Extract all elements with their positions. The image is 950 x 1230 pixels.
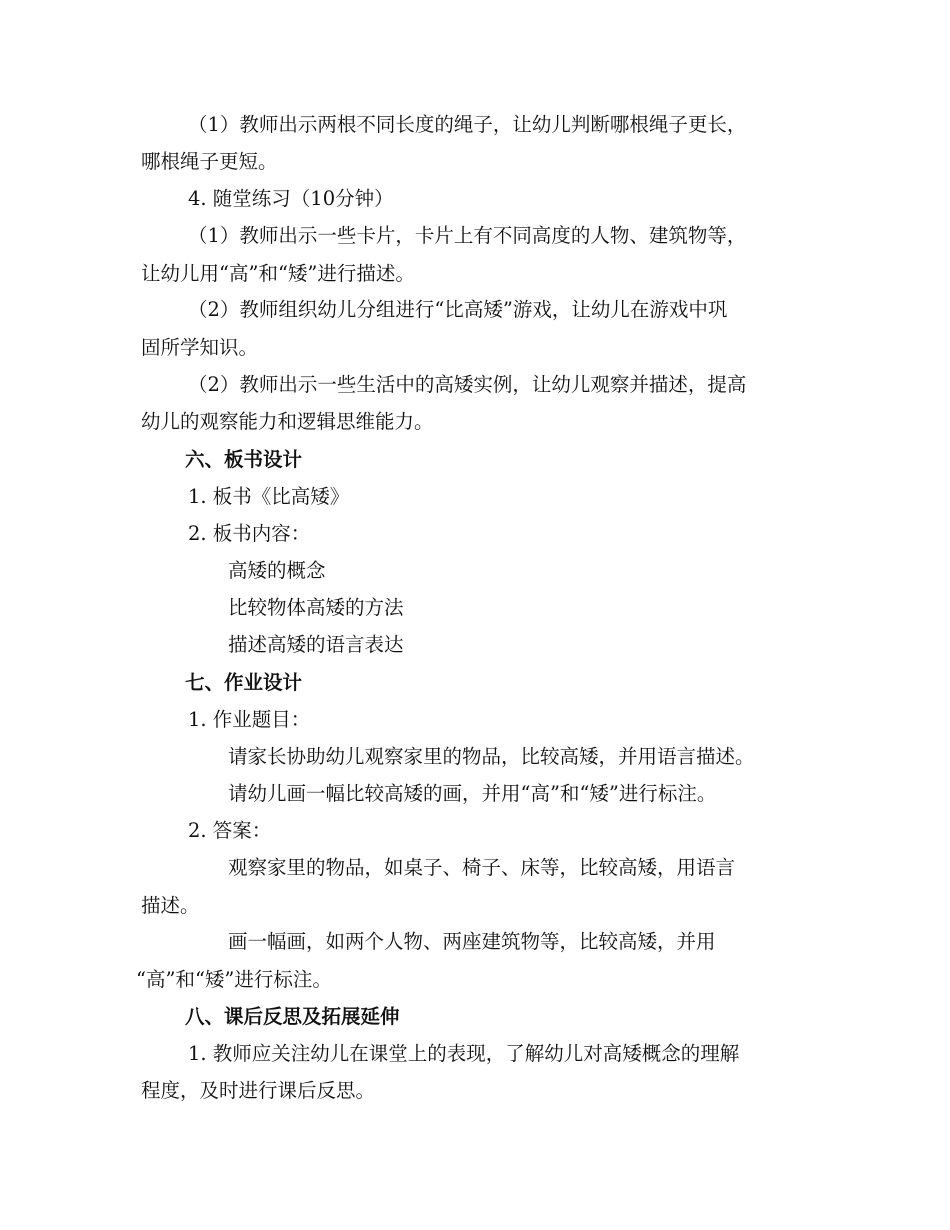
text-line: “高”和“矮”进行标注。: [136, 968, 332, 991]
text-line: （2）教师组织幼儿分组进行“比高矮”游戏，让幼儿在游戏中巩: [188, 298, 728, 321]
text-line: （2）教师出示一些生活中的高矮实例，让幼儿观察并描述，提高: [188, 373, 747, 396]
text-line: 1. 作业题目：: [188, 708, 311, 731]
text-line: 1. 板书《比高矮》: [188, 485, 350, 508]
text-line: 2. 答案：: [188, 819, 272, 842]
text-line: 观察家里的物品，如桌子、椅子、床等，比较高矮，用语言: [228, 856, 736, 879]
text-line: 让幼儿用“高”和“矮”进行描述。: [141, 262, 415, 285]
text-line: 高矮的概念: [228, 559, 326, 582]
text-line: 描述高矮的语言表达: [228, 633, 404, 656]
text-line: 请家长协助幼儿观察家里的物品，比较高矮，并用语言描述。: [228, 745, 755, 768]
text-line: 描述。: [141, 894, 200, 917]
text-line: 画一幅画，如两个人物、两座建筑物等，比较高矮，并用: [228, 930, 716, 953]
text-line: 2. 板书内容：: [188, 522, 311, 545]
text-line: 请幼儿画一幅比较高矮的画，并用“高”和“矮”进行标注。: [228, 782, 717, 805]
section-heading: 七、作业设计: [185, 671, 303, 694]
section-heading: 六、板书设计: [185, 448, 303, 471]
section-heading: 八、课后反思及拓展延伸: [185, 1005, 400, 1028]
text-line: （1）教师出示两根不同长度的绳子，让幼儿判断哪根绳子更长，: [188, 113, 747, 136]
text-line: 比较物体高矮的方法: [228, 596, 404, 619]
text-line: 固所学知识。: [141, 336, 259, 359]
text-line: 哪根绳子更短。: [141, 150, 278, 173]
text-line: 4. 随堂练习（10分钟）: [188, 187, 394, 210]
text-line: （1）教师出示一些卡片，卡片上有不同高度的人物、建筑物等，: [188, 224, 747, 247]
text-line: 程度，及时进行课后反思。: [141, 1079, 376, 1102]
text-line: 1. 教师应关注幼儿在课堂上的表现，了解幼儿对高矮概念的理解: [188, 1042, 740, 1065]
text-line: 幼儿的观察能力和逻辑思维能力。: [141, 410, 434, 433]
